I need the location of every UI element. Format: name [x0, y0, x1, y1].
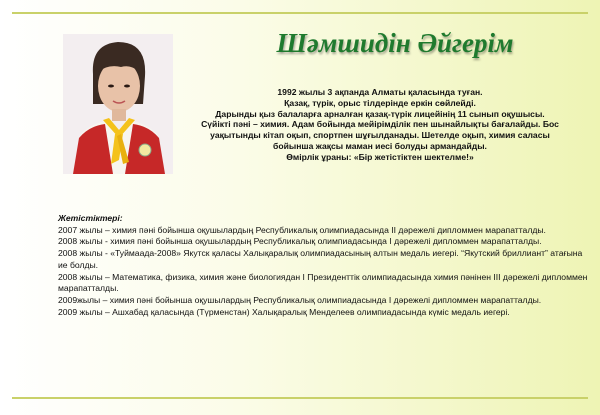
achievements-title: Жетістіктері:	[58, 213, 123, 223]
person-name: Шәмшидін Әйгерім	[276, 28, 514, 58]
top-divider	[12, 12, 588, 14]
bio-line: уақытынды кітап оқып, спортпен шұғылданады. Шетелде оқып, химия саласы	[210, 130, 550, 141]
bio-line: Дарынды қыз балаларға арналған қазақ-түрік лицейінің 11 сынып оқушысы.	[215, 108, 545, 119]
bottom-divider	[12, 397, 588, 399]
achievements-section	[58, 213, 592, 318]
achievement-item: 2009жылы – химия пәні бойынша оқушылардың Республикалық олимпиадасында I дәрежелі дипломмен марапатталды.	[58, 294, 542, 305]
achievement-item: 2008 жылы - «Туймаада-2008» Якутск қаласы Халықаралық олимпиадасының алтын медаль иегері. “Якутский бриллиант” атағына ие болды.	[58, 248, 583, 270]
achievement-item: 2007 жылы – химия пәні бойынша оқушылардың Республикалық олимпиадасында II дәрежелі дипломмен марапатталды.	[58, 224, 546, 235]
achievement-item: 2009 жылы – Ашхабад қаласында (Түрменстан) Халықаралық Менделеев олимпиадасында күміс медаль иегері.	[58, 306, 510, 317]
achievement-item: 2008 жылы – Математика, физика, химия және биологиядан I Президенттік олимпиадасында химия пәнінен III дәрежелі дипломмен марапатталды.	[58, 271, 588, 294]
bio-line: Сүйікті пәні – химия. Адам бойында мейірімділік пен шынайлықты бағалайды. Бос	[201, 119, 559, 130]
biography	[178, 87, 582, 163]
bio-line: 1992 жылы 3 ақпанда Алматы қаласында туған.	[277, 87, 483, 97]
bio-line: Өмірлік ұраны: «Бір жетістіктен шектелме!»	[286, 151, 474, 162]
bio-line: Қазақ, түрік, орыс тілдерінде еркін сөйлейді.	[284, 97, 476, 108]
bio-line: бойынша жақсы маман иесі болуды армандайды.	[273, 140, 487, 151]
achievement-item: 2008 жылы - химия пәні бойынша оқушылардың Республикалық олимпиадасында I дәрежелі дипломмен марапатталды.	[58, 236, 542, 247]
portrait-photo	[63, 34, 173, 174]
